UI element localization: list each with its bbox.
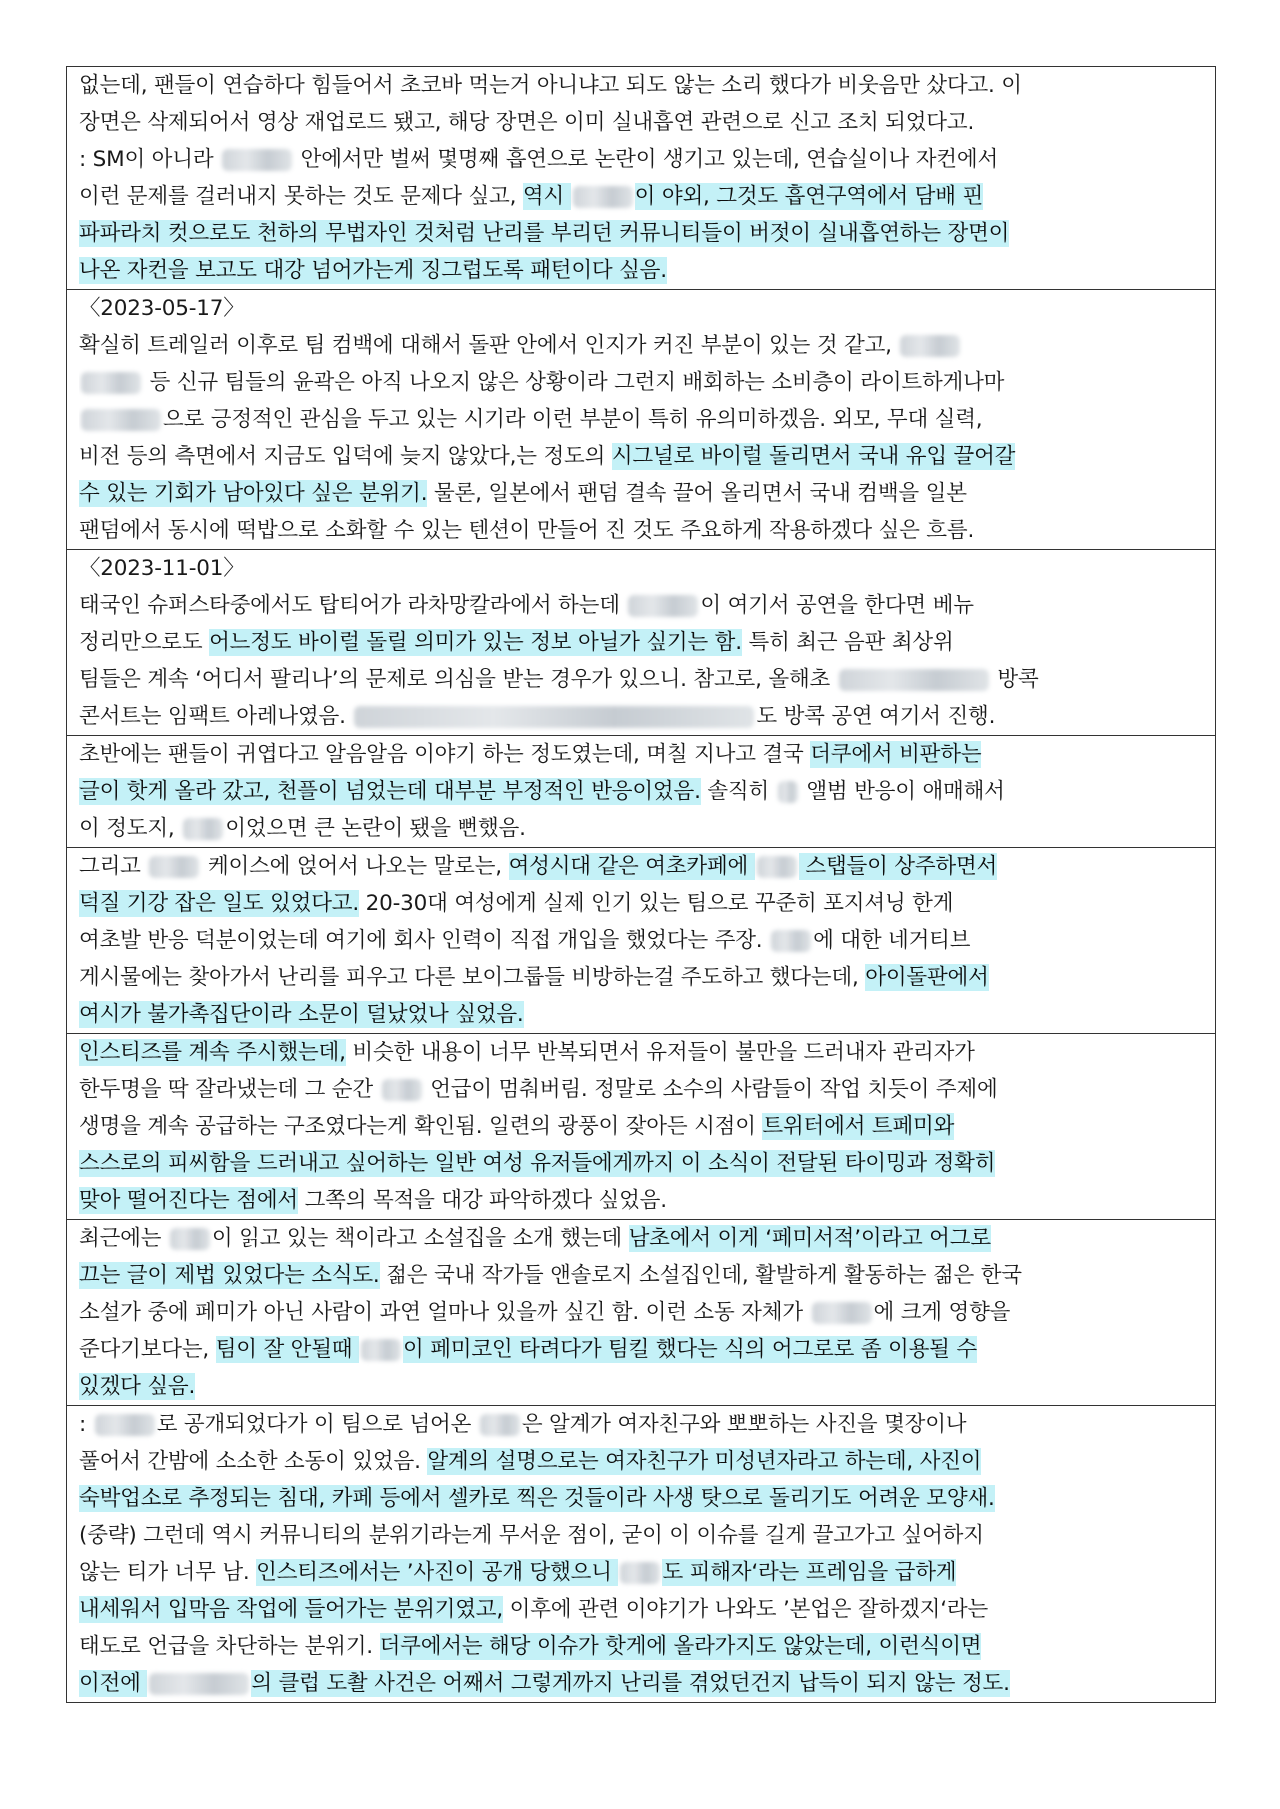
text-line [79, 141, 1203, 178]
body-text: 도 방콕 공연 여기서 진행. [756, 704, 996, 729]
entry-cell [67, 66, 1215, 289]
body-text: 이 여기서 공연을 한다면 베뉴 [700, 593, 974, 618]
text-line [79, 922, 1203, 959]
highlighted-text: 스스로의 피씨함을 드러내고 싶어하는 일반 여성 유저들에게까지 이 소식이 전달된 타이밍과 정확히 [79, 1151, 996, 1176]
body-text: 이었으면 큰 논란이 됐을 뻔했음. [225, 816, 526, 841]
text-line [79, 1220, 1203, 1257]
body-text: 에 대한 네거티브 [813, 928, 971, 953]
body-text: 정리만으로도 [79, 630, 210, 655]
body-text: 한두명을 딱 잘라냈는데 그 순간 [79, 1077, 380, 1102]
highlighted-text: 트위터에서 트페미와 [762, 1114, 955, 1139]
highlighted-text: 파파라치 컷으로도 천하의 무법자인 것처럼 난리를 부리던 커뮤니티들이 버젓이 실내흡연하는 장면이 [79, 221, 1010, 246]
highlighted-text: 인스티즈를 계속 주시했는데, [79, 1040, 346, 1065]
body-text: 않는 티가 너무 남. [79, 1560, 257, 1585]
body-text: 방콕 [990, 667, 1039, 692]
body-text: 생명을 계속 공급하는 구조였다는게 확인됨. 일련의 광풍이 잦아든 시점이 [79, 1114, 763, 1139]
highlighted-text: 시그널로 바이럴 돌리면서 국내 유입 끌어갈 [611, 444, 1016, 469]
entry-cell [67, 549, 1215, 735]
text-line [79, 1443, 1203, 1480]
redacted-blur [361, 1339, 401, 1361]
text-line [79, 624, 1203, 661]
body-text: 태국인 슈퍼스타중에서도 탑티어가 라차망칼라에서 하는데 [79, 593, 627, 618]
highlighted-text: 더쿠에서 비판하는 [810, 742, 982, 767]
body-text: 이후에 관련 이야기가 나와도 ’본업은 잘하겠지‘라는 [502, 1597, 989, 1622]
highlighted-text: 알계의 설명으로는 여자친구가 미성년자라고 하는데, 사진이 [427, 1449, 982, 1474]
redacted-blur [757, 856, 797, 878]
text-line [79, 810, 1203, 847]
body-text: 언급이 멈춰버림. 정말로 소수의 사람들이 작업 치듯이 주제에 [423, 1077, 998, 1102]
redacted-blur [95, 1414, 155, 1436]
redacted-blur [628, 595, 698, 617]
body-text: : SM이 아니라 [79, 147, 221, 172]
text-line [79, 1665, 1203, 1702]
text-line [79, 252, 1203, 289]
highlighted-text: 맞아 떨어진다는 점에서 [79, 1188, 298, 1213]
text-line [79, 364, 1203, 401]
text-line [79, 661, 1203, 698]
highlighted-text: 여시가 불가촉집단이라 소문이 덜났었나 싶었음. [79, 1002, 524, 1027]
body-text: 로 공개되었다가 이 팀으로 넘어온 [156, 1412, 478, 1437]
text-line [79, 1294, 1203, 1331]
entry-cell [67, 847, 1215, 1033]
text-line [79, 996, 1203, 1033]
text-line [79, 438, 1203, 475]
body-text: 그쪽의 목적을 대강 파악하겠다 싶었음. [297, 1188, 667, 1213]
text-line [79, 885, 1203, 922]
body-text: 콘서트는 임팩트 아레나였음. [79, 704, 353, 729]
entry-cell [67, 289, 1215, 549]
highlighted-text: 이 야외, 그것도 흡연구역에서 담배 핀 [634, 184, 984, 209]
highlighted-text: 스탭들이 상주하면서 [798, 854, 998, 879]
highlighted-text: 덕질 기강 잡은 일도 있었다고. [79, 891, 360, 916]
highlighted-text: 수 있는 기회가 남아있다 싶은 분위기. [79, 481, 428, 506]
highlighted-text: 있겠다 싶음. [79, 1374, 196, 1399]
entry-cell [67, 1405, 1215, 1703]
highlighted-text: 여성시대 같은 여초카페에 [508, 854, 755, 879]
document-table [66, 66, 1216, 1703]
body-text: 에 크게 영향을 [873, 1300, 1011, 1325]
highlighted-text: 어느정도 바이럴 돌릴 의미가 있는 정보 아닐가 싶기는 함. [209, 630, 742, 655]
body-text: 20-30대 여성에게 실제 인기 있는 팀으로 꾸준히 포지셔닝 한게 [359, 891, 954, 916]
redacted-blur [149, 1673, 249, 1695]
body-text: 태도로 언급을 차단하는 분위기. [79, 1634, 380, 1659]
redacted-blur [480, 1414, 520, 1436]
entry-date: 〈2023-11-01〉 [79, 556, 245, 581]
highlighted-text: 도 피해자‘라는 프레임을 급하게 [662, 1560, 957, 1585]
highlighted-text: 더쿠에서는 해당 이슈가 핫게에 올라가지도 않았는데, 이런식이면 [379, 1634, 982, 1659]
body-text: 비전 등의 측면에서 지금도 입덕에 늦지 않았다,는 정도의 [79, 444, 612, 469]
text-line [79, 848, 1203, 885]
body-text: 소설가 중에 페미가 아닌 사람이 과연 얼마나 있을까 싶긴 함. 이런 소동 자체가 [79, 1300, 810, 1325]
body-text: 확실히 트레일러 이후로 팀 컴백에 대해서 돌판 안에서 인지가 커진 부분이 있는 것 같고, [79, 333, 899, 358]
body-text: 이 정도지, [79, 816, 182, 841]
text-line [79, 1034, 1203, 1071]
text-line [79, 736, 1203, 773]
highlighted-text: 내세워서 입막음 작업에 들어가는 분위기였고, [79, 1597, 503, 1622]
body-text: 솔직히 [700, 779, 776, 804]
body-text: 여초발 반응 덕분이었는데 여기에 회사 인력이 직접 개입을 했었다는 주장. [79, 928, 770, 953]
text-line [79, 1480, 1203, 1517]
body-text: : [79, 1412, 93, 1437]
text-line [79, 587, 1203, 624]
text-line [79, 104, 1203, 141]
text-line [79, 1628, 1203, 1665]
text-line [79, 512, 1203, 549]
text-line [79, 1554, 1203, 1591]
redacted-blur [382, 1079, 422, 1101]
body-text: 앨범 반응이 애매해서 [799, 779, 1005, 804]
redacted-blur [573, 186, 633, 208]
text-line [79, 1108, 1203, 1145]
text-line [79, 1257, 1203, 1294]
text-line [79, 1145, 1203, 1182]
body-text: 으로 긍정적인 관심을 두고 있는 시기라 이런 부분이 특히 유의미하겠음. 외모, 무대 실력, [163, 407, 983, 432]
body-text: 게시물에는 찾아가서 난리를 피우고 다른 보이그룹들 비방하는걸 주도하고 했다는데, [79, 965, 866, 990]
redacted-blur [183, 818, 223, 840]
highlighted-text: 끄는 글이 제법 있었다는 소식도. [79, 1263, 380, 1288]
body-text: 풀어서 간밤에 소소한 소동이 있었음. [79, 1449, 428, 1474]
body-text: 이런 문제를 걸러내지 못하는 것도 문제다 싶고, [79, 184, 523, 209]
body-text: 비슷한 내용이 너무 반복되면서 유저들이 불만을 드러내자 관리자가 [345, 1040, 975, 1065]
text-line [79, 1517, 1203, 1554]
text-line [79, 773, 1203, 810]
body-text: 초반에는 팬들이 귀엽다고 알음알음 이야기 하는 정도였는데, 며칠 지나고 결국 [79, 742, 811, 767]
body-text: 없는데, 팬들이 연습하다 힘들어서 초코바 먹는거 아니냐고 되도 않는 소리 했다가 비웃음만 샀다고. 이 [79, 73, 1022, 98]
redacted-blur [81, 409, 161, 431]
redacted-blur [771, 930, 811, 952]
entry-cell [67, 1033, 1215, 1219]
body-text: 특히 최근 음판 최상위 [741, 630, 954, 655]
text-line [79, 959, 1203, 996]
text-line [79, 1071, 1203, 1108]
body-text: 팬덤에서 동시에 떡밥으로 소화할 수 있는 텐션이 만들어 진 것도 주요하게 작용하겠다 싶은 흐름. [79, 518, 975, 543]
body-text: (중략) 그런데 역시 커뮤니티의 분위기라는게 무서운 점이, 굳이 이 이슈를 길게 끌고가고 싶어하지 [79, 1523, 984, 1548]
redacted-blur [81, 372, 141, 394]
body-text: 팀들은 계속 ‘어디서 팔리나’의 문제로 의심을 받는 경우가 있으니. 참고로, 올해초 [79, 667, 837, 692]
redacted-blur [170, 1228, 210, 1250]
text-line [79, 1368, 1203, 1405]
text-line [79, 1182, 1203, 1219]
text-line [79, 327, 1203, 364]
body-text: 장면은 삭제되어서 영상 재업로드 됐고, 해당 장면은 이미 실내흡연 관련으로 신고 조치 되었다고. [79, 110, 975, 135]
body-text: 준다기보다는, [79, 1337, 216, 1362]
text-line [79, 475, 1203, 512]
highlighted-text: 인스티즈에서는 ’사진이 공개 당했으니 [256, 1560, 619, 1585]
highlighted-text: 글이 핫게 올라 갔고, 천플이 넘었는데 대부분 부정적인 반응이었음. [79, 779, 701, 804]
entry-date: 〈2023-05-17〉 [79, 296, 245, 321]
body-text: 안에서만 벌써 몇명째 흡연으로 논란이 생기고 있는데, 연습실이나 자컨에서 [294, 147, 999, 172]
redacted-blur [812, 1302, 872, 1324]
highlighted-text: 팀이 잘 안될때 [215, 1337, 360, 1362]
entry-cell [67, 735, 1215, 847]
redacted-blur [354, 706, 754, 728]
redacted-blur [222, 149, 292, 171]
redacted-blur [620, 1562, 660, 1584]
body-text: 은 알계가 여자친구와 뽀뽀하는 사진을 몇장이나 [521, 1412, 967, 1437]
highlighted-text: 남초에서 이게 ‘페미서적’이라고 어그로 [628, 1226, 991, 1251]
text-line [79, 215, 1203, 252]
text-line [79, 1591, 1203, 1628]
body-text: 젊은 국내 작가들 앤솔로지 소설집인데, 활발하게 활동하는 젊은 한국 [379, 1263, 1022, 1288]
text-line [79, 178, 1203, 215]
text-line [79, 67, 1203, 104]
redacted-blur [149, 856, 199, 878]
body-text: 케이스에 얹어서 나오는 말로는, [201, 854, 509, 879]
highlighted-text: 의 클럽 도촬 사건은 어째서 그렇게까지 난리를 겪었던건지 납득이 되지 않는 정도. [251, 1671, 1010, 1696]
text-line [79, 1331, 1203, 1368]
entry-cell [67, 1219, 1215, 1405]
highlighted-text: 이 페미코인 타려다가 팀킬 했다는 식의 어그로로 좀 이용될 수 [403, 1337, 977, 1362]
highlighted-text: 아이돌판에서 [865, 965, 989, 990]
body-text: 그리고 [79, 854, 148, 879]
body-text: 등 신규 팀들의 윤곽은 아직 나오지 않은 상황이라 그런지 배회하는 소비층이 라이트하게나마 [143, 370, 1005, 395]
text-line [79, 401, 1203, 438]
redacted-blur [839, 669, 989, 691]
highlighted-text: 나온 자컨을 보고도 대강 넘어가는게 징그럽도록 패턴이다 싶음. [79, 258, 667, 283]
text-line [79, 698, 1203, 735]
highlighted-text: 이전에 [79, 1671, 148, 1696]
body-text: 이 읽고 있는 책이라고 소설집을 소개 했는데 [211, 1226, 629, 1251]
redacted-blur [900, 335, 960, 357]
redacted-blur [778, 781, 798, 803]
body-text: 물론, 일본에서 팬덤 결속 끌어 올리면서 국내 컴백을 일본 [427, 481, 967, 506]
highlighted-text: 역시 [522, 184, 571, 209]
body-text: 최근에는 [79, 1226, 168, 1251]
text-line [79, 1406, 1203, 1443]
highlighted-text: 숙박업소로 추정되는 침대, 카페 등에서 셀카로 찍은 것들이라 사생 탓으로 돌리기도 어려운 모양새. [79, 1486, 995, 1511]
